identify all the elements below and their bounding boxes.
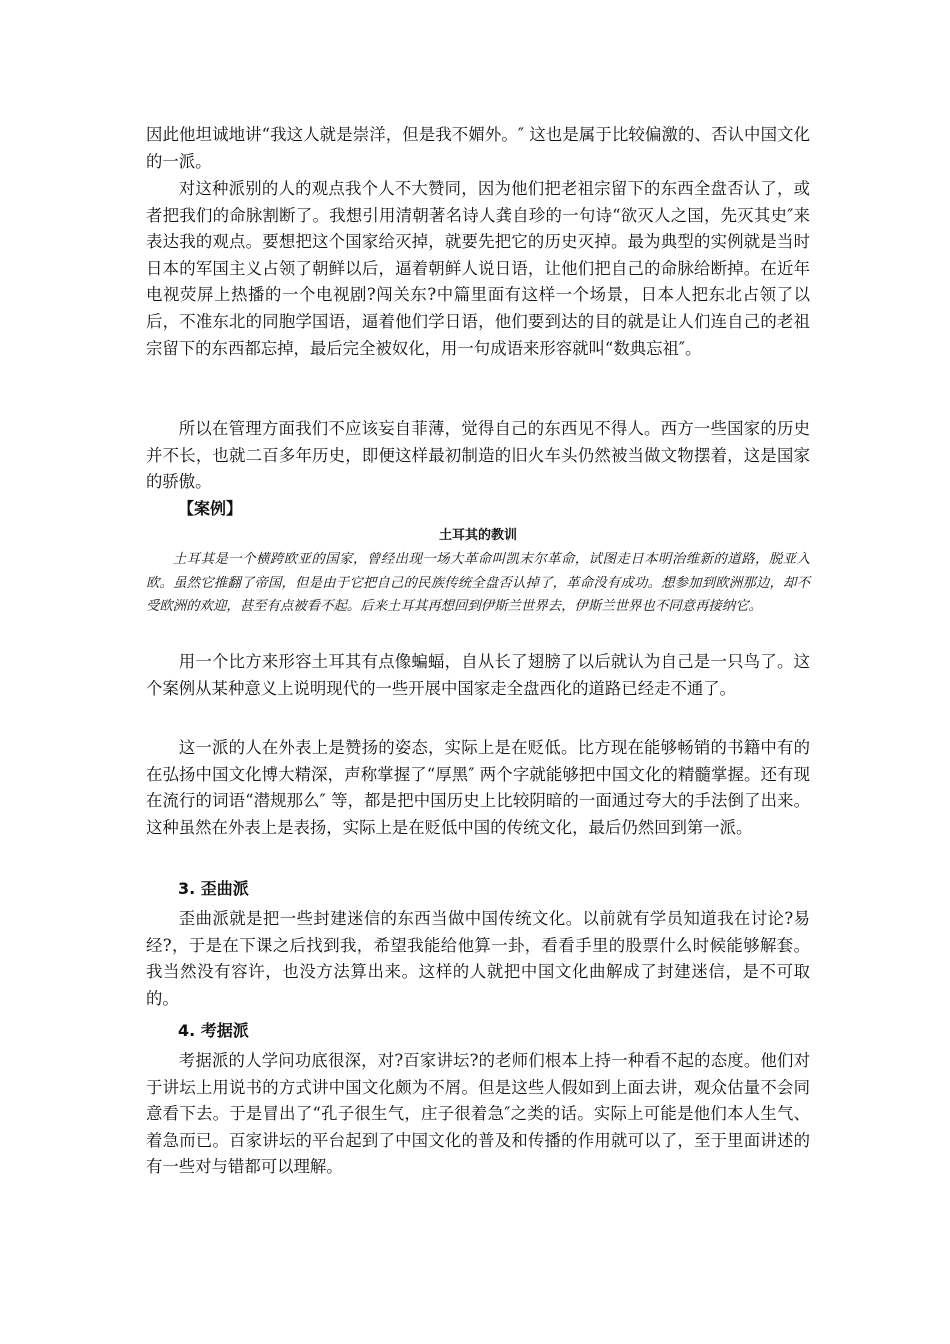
- heading-3-block: [178, 876, 842, 902]
- paragraph-4-block: [146, 649, 810, 702]
- case-label-block: [178, 496, 842, 522]
- paragraph-7: 考据派的人学问功底很深，对?百家讲坛?的老师们根本上持一种看不起的态度。他们对于讲坛上用说书的方式讲中国文化颇为不屑。但是这些人假如到上面去讲，观众估量不会同意看下去。于是冒出了“孔子很生气，庄子很着急″之类的话。实际上可能是他们本人生气、着急而已。百家讲坛的平台起到了中国文化的普及和传播的作用就可以了，至于里面讲述的有一些对与错都可以理解。: [146, 1051, 810, 1177]
- paragraph-5: 这一派的人在外表上是赞扬的姿态，实际上是在贬低。比方现在能够畅销的书籍中有的在弘扬中国文化博大精深，声称掌握了“厚黑″ 两个字就能够把中国文化的精髓掌握。还有现在流行的词语“潜规那么″ 等，都是把中国历史上比较阴暗的一面通过夸大的手法倒了出来。这种虽然在外表上是表扬，实际上是在贬低中国的传统文化，最后仍然回到第一派。: [146, 738, 810, 837]
- paragraph-5-block: [146, 735, 810, 841]
- case-title: 土耳其的教训: [438, 528, 517, 543]
- paragraph-2-block: [146, 176, 810, 362]
- paragraph-6-block: [146, 906, 810, 1012]
- heading-4-block: [178, 1018, 842, 1044]
- paragraph-7-block: [146, 1048, 810, 1181]
- paragraph-3-block: [146, 416, 810, 496]
- paragraph-1: 因此他坦诚地讲“我这人就是崇洋，但是我不媚外。″ 这也是属于比较偏激的、否认中国文化的一派。: [146, 125, 810, 171]
- paragraph-3: 所以在管理方面我们不应该妄自菲薄，觉得自己的东西见不得人。西方一些国家的历史并不长，也就二百多年历史，即便这样最初制造的旧火车头仍然被当做文物摆着，这是国家的骄傲。: [146, 419, 810, 492]
- case-label: 【案例】: [178, 499, 243, 518]
- case-body: 土耳其是一个横跨欧亚的国家，曾经出现一场大革命叫凯末尔革命，试图走日本明治维新的道路，脱亚入欧。虽然它推翻了帝国，但是由于它把自己的民族传统全盘否认掉了，革命没有成功。想参加到欧洲那边，却不受欧洲的欢迎，甚至有点被看不起。后来土耳其再想回到伊斯兰世界去，伊斯兰世界也不同意再接纳它。: [146, 552, 810, 615]
- paragraph-4: 用一个比方来形容土耳其有点像蝙蝠，自从长了翅膀了以后就认为自己是一只鸟了。这个案例从某种意义上说明现代的一些开展中国家走全盘西化的道路已经走不通了。: [146, 652, 810, 698]
- paragraph-2: 对这种派别的人的观点我个人不大赞同，因为他们把老祖宗留下的东西全盘否认了，或者把我们的命脉割断了。我想引用清朝著名诗人龚自珍的一句诗“欲灭人之国，先灭其史″来表达我的观点。要想把这个国家给灭掉，就要先把它的历史灭掉。最为典型的实例就是当时日本的军国主义占领了朝鲜以后，逼着朝鲜人说日语，让他们把自己的命脉给断掉。在近年电视荧屏上热播的一个电视剧?闯关东?中篇里面有这样一个场景，日本人把东北占领了以后，不准东北的同胞学国语，逼着他们学日语，他们要到达的目的就是让人们连自己的老祖宗留下的东西都忘掉，最后完全被奴化，用一句成语来形容就叫“数典忘祖″。: [146, 179, 810, 358]
- heading-distortion-school: 3. 歪曲派: [178, 879, 249, 898]
- paragraph-6: 歪曲派就是把一些封建迷信的东西当做中国传统文化。以前就有学员知道我在讨论?易经?，于是在下课之后找到我，希望我能给他算一卦，看看手里的股票什么时候能够解套。我当然没有容许，也没方法算出来。这样的人就把中国文化曲解成了封建迷信，是不可取的。: [146, 909, 810, 1008]
- paragraph-1-block: [146, 122, 810, 175]
- heading-textual-research-school: 4. 考据派: [178, 1021, 249, 1040]
